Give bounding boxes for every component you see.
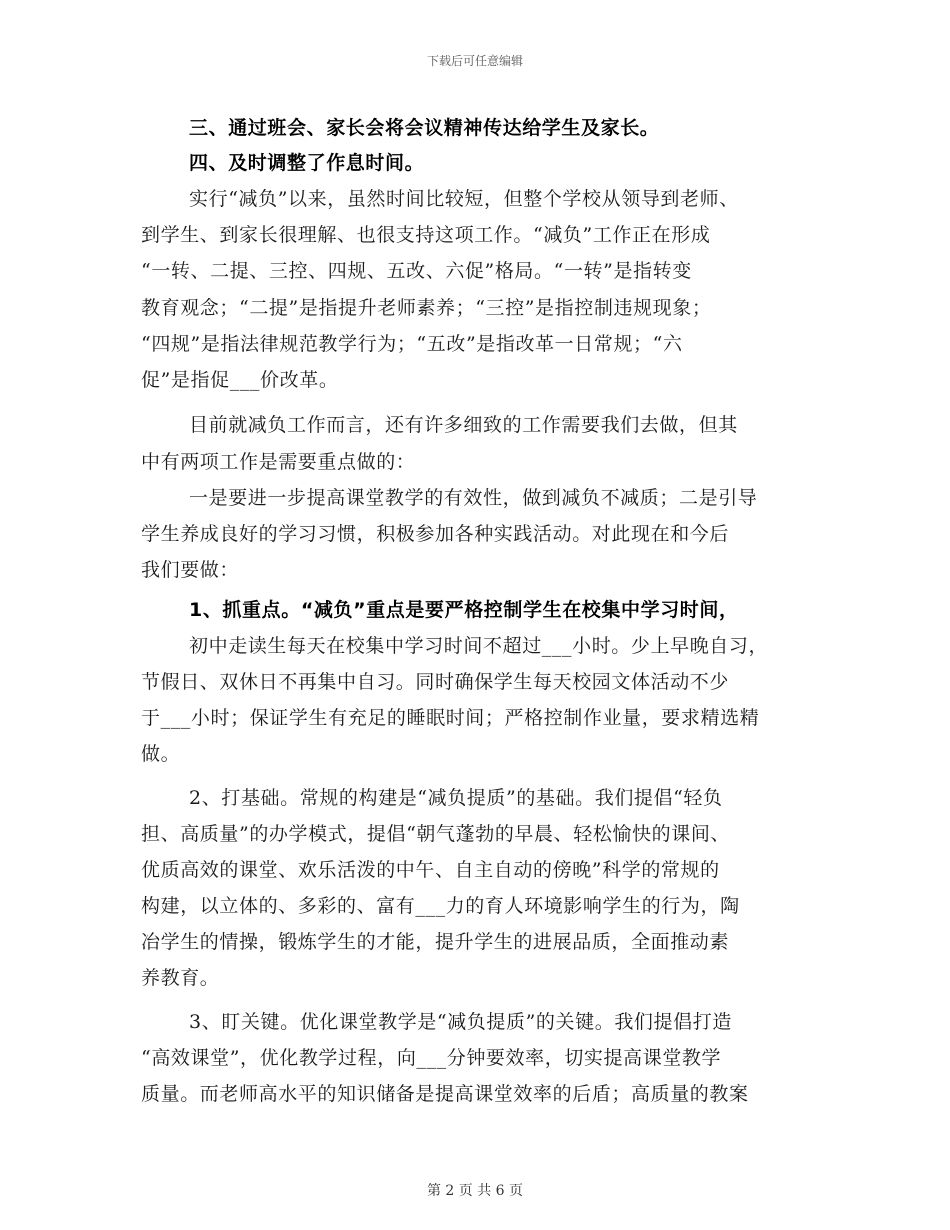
paragraph-line: “一转、二提、三控、四规、五改、六促”格局。“一转”是指转变 — [141, 260, 692, 282]
paragraph-line: 优质高效的课堂、欢乐活泼的中午、自主自动的傍晚”科学的常规的 — [141, 859, 720, 881]
paragraph-line: 做。 — [141, 743, 181, 765]
page-number: 第 2 页 共 6 页 — [426, 1183, 524, 1199]
paragraph-line: 担、高质量”的办学模式，提倡“朝气蓬勃的早晨、轻松愉快的课间、 — [141, 823, 731, 845]
paragraph-line: 3、盯关键。优化课堂教学是“减负提质”的关键。我们提倡打造 — [189, 1011, 732, 1033]
paragraph-line: 实行“减负”以来，虽然时间比较短，但整个学校从领导到老师、 — [189, 188, 739, 210]
paragraph-line: 构建，以立体的、多彩的、富有___力的育人环境影响学生的行为，陶 — [141, 895, 740, 917]
paragraph-line: 到学生、到家长很理解、也很支持这项工作。“减负”工作正在形成 — [141, 224, 711, 246]
paragraph-line: 学生养成良好的学习习惯，积极参加各种实践活动。对此现在和今后 — [141, 523, 730, 545]
paragraph-line: 初中走读生每天在校集中学习时间不超过___小时。少上早晚自习， — [189, 635, 769, 657]
paragraph-line: 中有两项工作是需要重点做的： — [141, 451, 416, 473]
paragraph-line: 2、打基础。常规的构建是“减负提质”的基础。我们提倡“轻负 — [189, 787, 723, 809]
section-heading-3: 三、通过班会、家长会将会议精神传达给学生及家长。 — [189, 117, 660, 139]
paragraph-line: 一是要进一步提高课堂教学的有效性，做到减负不减质；二是引导 — [189, 487, 758, 509]
paragraph-line: 我们要做： — [141, 559, 240, 581]
paragraph-line: 冶学生的情操，锻炼学生的才能，提升学生的进展品质，全面推动素 — [141, 931, 730, 953]
paragraph-line: 于___小时；保证学生有充足的睡眠时间；严格控制作业量，要求精选精 — [141, 707, 760, 729]
paragraph-line: “四规”是指法律规范教学行为；“五改”是指改革一日常规；“六 — [141, 333, 683, 355]
header-note: 下载后可任意编辑 — [426, 54, 523, 68]
paragraph-line: “高效课堂”，优化教学过程，向___分钟要效率，切实提高课堂教学 — [141, 1047, 722, 1069]
paragraph-line: 节假日、双休日不再集中自习。同时确保学生每天校园文体活动不少 — [141, 671, 730, 693]
section-heading-4: 四、及时调整了作息时间。 — [189, 152, 425, 174]
paragraph-line: 目前就减负工作而言，还有许多细致的工作需要我们去做，但其 — [189, 414, 738, 436]
subsection-heading-1: 1、抓重点。“减负”重点是要严格控制学生在校集中学习时间， — [189, 599, 739, 621]
paragraph-line: 促”是指促___价改革。 — [141, 369, 339, 391]
paragraph-line: 养教育。 — [141, 967, 220, 989]
paragraph-line: 教育观念；“二提”是指提升老师素养；“三控”是指控制违规现象； — [141, 297, 712, 319]
paragraph-line: 质量。而老师高水平的知识储备是提高课堂效率的后盾；高质量的教案 — [141, 1083, 749, 1105]
